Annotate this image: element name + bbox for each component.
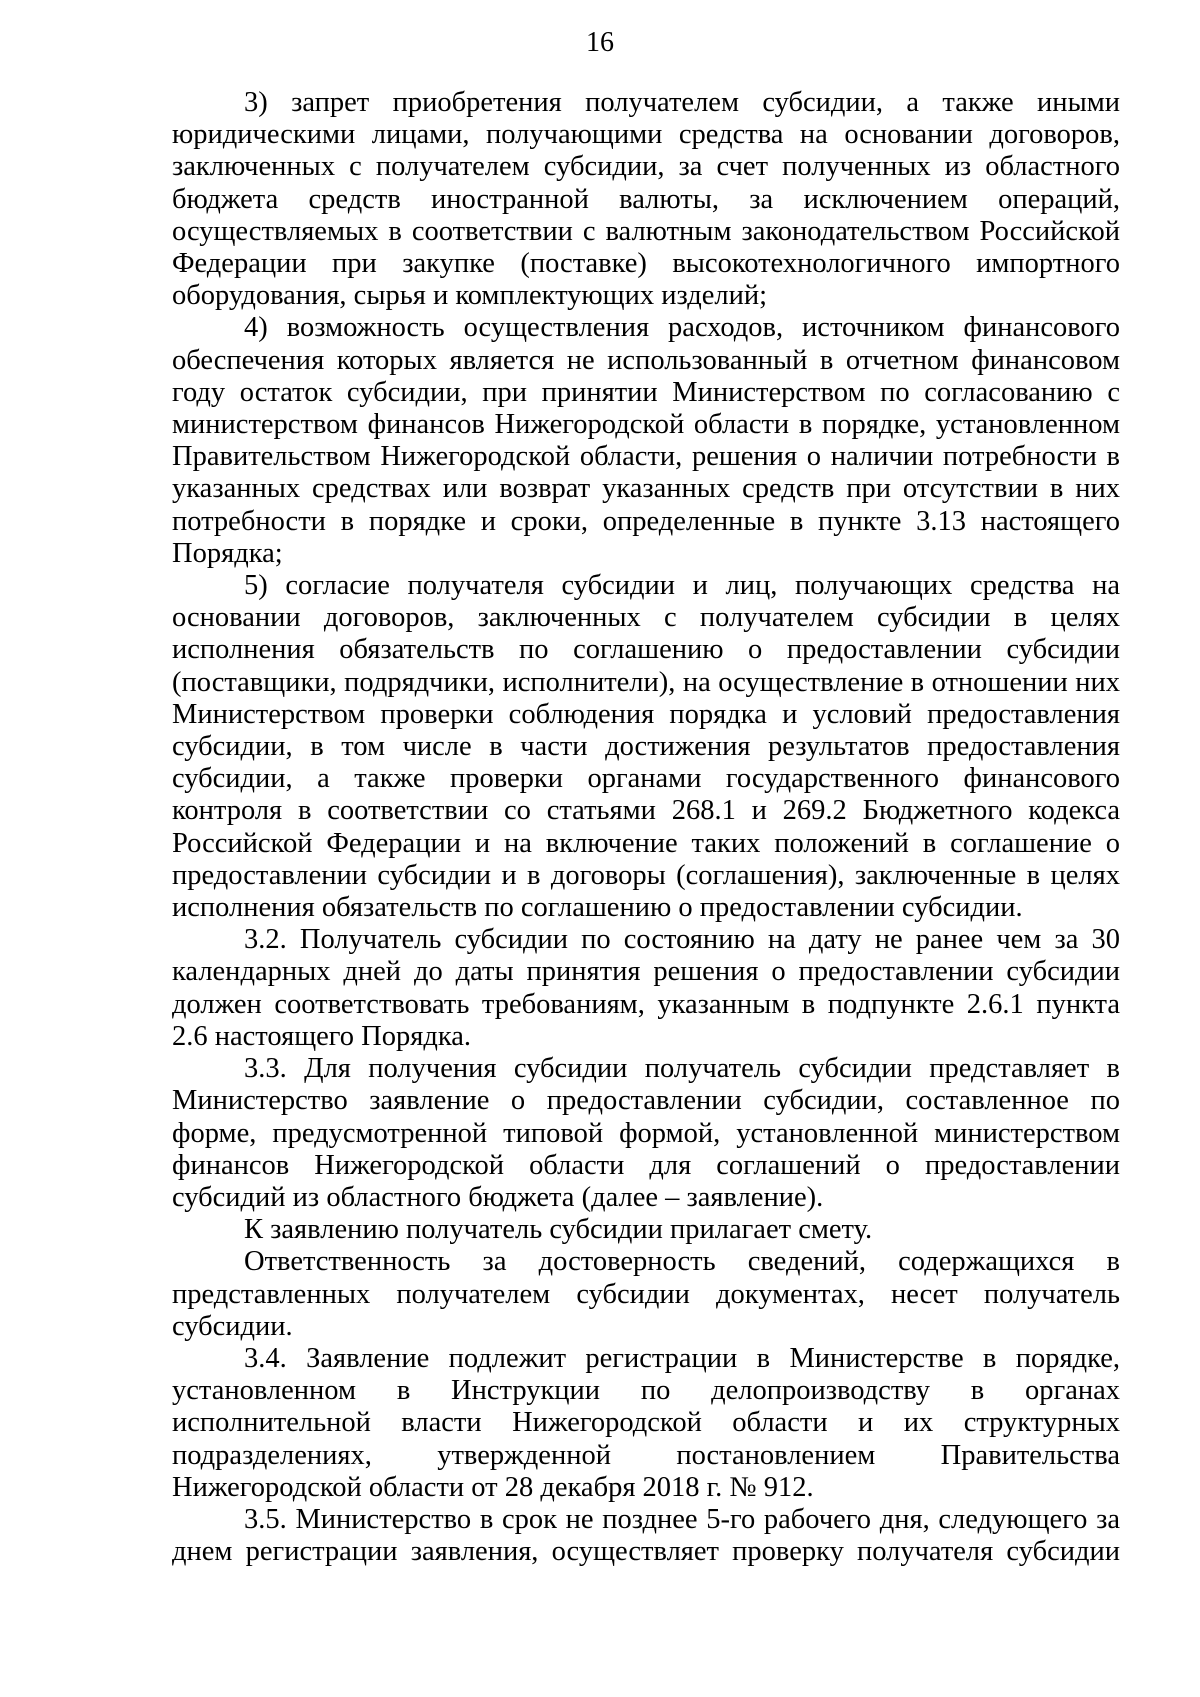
paragraph-estimate-attachment: К заявлению получатель субсидии прилагает смету. (244, 1214, 873, 1246)
paragraph-item-4-unused-balance: 4) возможность осуществления расходов, источником финансового обеспечения которых является не использованный в отчетном финансовом году остаток субсидии, при принятии Министерством по согласованию с министерством финансов Нижегородской области в порядке, установленном Правительством Нижегородской области, решения о наличии потребности в указанных средствах или возврат указанных средств при отсутствии в них потребности в порядке и сроки, определенные в пункте 3.13 настоящего Порядка; (172, 312, 1120, 569)
page-number: 16 (586, 27, 614, 58)
paragraph-3-5: 3.5. Министерство в срок не позднее 5-го рабочего дня, следующего за днем регистрации заявления, осуществляет проверку получателя субсидии (172, 1503, 1120, 1568)
paragraph-3-4: 3.4. Заявление подлежит регистрации в Министерстве в порядке, установленном в Инструкции по делопроизводству в органах исполнительной власти Нижегородской области и их структурных подразделениях, утвержденной постановлением Правительства Нижегородской области от 28 декабря 2018 г. № 912. (172, 1342, 1120, 1503)
paragraph-item-3-restriction: 3) запрет приобретения получателем субсидии, а также иными юридическими лицами, получающими средства на основании договоров, заключенных с получателем субсидии, за счет полученных из областного бюджета средств иностранной валюты, за исключением операций, осуществляемых в соответствии с валютным законодательством Российской Федерации при закупке (поставке) высокотехнологичного импортного оборудования, сырья и комплектующих изделий; (172, 87, 1120, 312)
paragraph-3-2: 3.2. Получатель субсидии по состоянию на дату не ранее чем за 30 календарных дней до даты принятия решения о предоставлении субсидии должен соответствовать требованиям, указанным в подпункте 2.6.1 пункта 2.6 настоящего Порядка. (172, 924, 1120, 1052)
paragraph-3-3: 3.3. Для получения субсидии получатель субсидии представляет в Министерство заявление о предоставлении субсидии, составленное по форме, предусмотренной типовой формой, установленной министерством финансов Нижегородской области для соглашений о предоставлении субсидий из областного бюджета (далее – заявление). (172, 1053, 1120, 1213)
document-body (172, 87, 1120, 1568)
paragraph-item-5-consent: 5) согласие получателя субсидии и лиц, получающих средства на основании договоров, заключенных с получателем субсидии в целях исполнения обязательств по соглашению о предоставлении субсидии (поставщики, подрядчики, исполнители), на осуществление в отношении них Министерством проверки соблюдения порядка и условий предоставления субсидии, в том числе в части достижения результатов предоставления субсидии, а также проверки органами государственного финансового контроля в соответствии со статьями 268.1 и 269.2 Бюджетного кодекса Российской Федерации и на включение таких положений в соглашение о предоставлении субсидии и в договоры (соглашения), заключенные в целях исполнения обязательств по соглашению о предоставлении субсидии. (172, 570, 1120, 924)
paragraph-responsibility: Ответственность за достоверность сведений, содержащихся в представленных получателем субсидии документах, несет получатель субсидии. (172, 1246, 1120, 1342)
